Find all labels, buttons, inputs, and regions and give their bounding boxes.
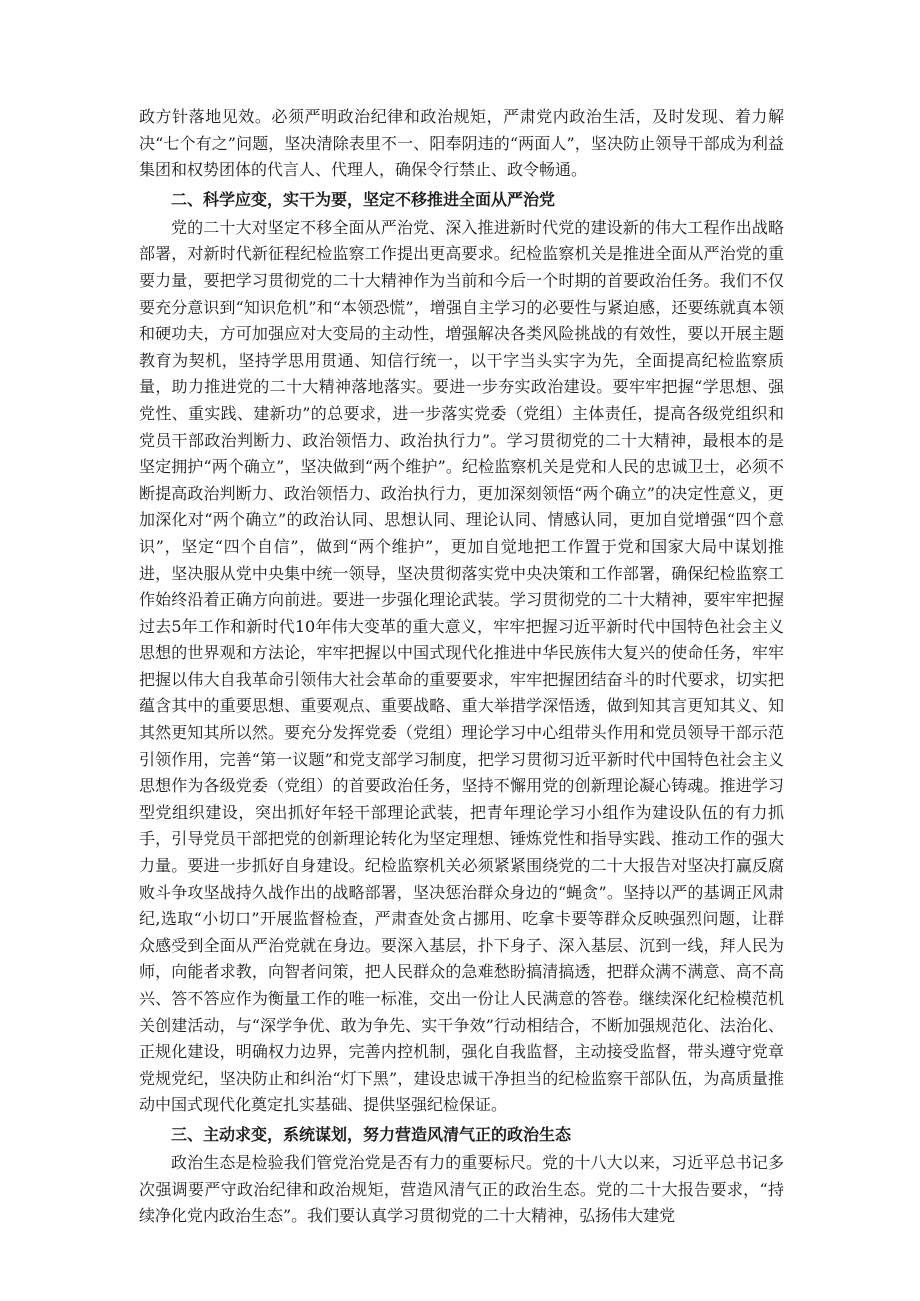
section-heading-3: 三、主动求变，系统谋划，努力营造风清气正的政治生态 xyxy=(171,1124,572,1144)
paragraph-section-2: 党的二十大对坚定不移全面从严治党、深入推进新时代党的建设新的伟大工程作出战略部署，对新时代新征程纪检监察工作提出更高要求。纪检监察机关是推进全面从严治党的重要力量，要把学习贯彻党的二十大精神作为当前和今后一个时期的首要政治任务。我们不仅要充分意识到“知识危机”和“本领恐慌”，增强自主学习的必要性与紧迫感，还要练就真本领和硬功夫，方可加强应对大变局的主动性，増强解决各类风险挑战的有效性，要以开展主题教育为契机，坚持学思用贯通、知信行统一，以干字当头实字为先，全面提高纪检监察质量，助力推进党的二十大精神落地落实。要进一步夯实政治建设。要牢牢把握“学思想、强党性、重实践、建新功”的总要求，进一步落实党委（党组）主体责任，提高各级党组织和党员干部政治判断力、政治领悟力、政治执行力”。学习贯彻党的二十大精神，最根本的是坚定拥护“两个确立”，坚决做到“两个维护”。纪检监察机关是党和人民的忠诚卫士，必须不断提高政治判断力、政治领悟力、政治执行力，更加深刻领悟“两个确立”的决定性意义，更加深化对“两个确立”的政治认同、思想认同、理论认同、情感认同，更加自觉增强“四个意识”，坚定“四个自信”，做到“两个维护”，更加自觉地把工作置于党和国家大局中谋划推进，坚决服从党中央集中统一领导，坚决贯彻落实党中央决策和工作部署，确保纪检监察工作始终沿着正确方向前进。要进一步强化理论武装。学习贯彻党的二十大精神，要牢牢把握过去5年工作和新时代10年伟大变革的重大意义，牢牢把握习近平新时代中国特色社会主义思想的世界观和方法论，牢牢把握以中国式现代化推进中华民族伟大复兴的使命任务，牢牢把握以伟大自我革命引领伟大社会革命的重要要求，牢牢把握团结奋斗的时代要求，切实把蕴含其中的重要思想、重要观点、重要战略、重大举措学深悟透，做到知其言更知其义、知其然更知其所以然。要充分发挥党委（党组）理论学习中心组带头作用和党员领导干部示范引领作用，完善“第一议题”和党支部学习制度，把学习贯彻习近平新时代中国特色社会主义思想作为各级党委（党组）的首要政治任务，坚持不懈用党的创新理论凝心铸魂。推进学习型党组织建设，突出抓好年轻干部理论武装，把青年理论学习小组作为建设队伍的有力抓手，引导党员干部把党的创新理论转化为坚定理想、锤炼党性和指导实践、推动工作的强大力量。要进一步抓好自身建设。纪检监察机关必须紧紧围绕党的二十大报告对坚决打赢反腐败斗争攻坚战持久战作出的战略部署，坚决惩治群众身边的“蝇贪”。坚持以严的基调正风肃纪,选取“小切口”开展监督检查，严肃查处贪占挪用、吃拿卡要等群众反映强烈问题，让群众感受到全面从严治党就在身边。要深入基层，扑下身子、深入基层、沉到一线，拜人民为师，向能者求教，向智者问策，把人民群众的急难愁盼搞清搞透，把群众满不满意、高不高兴、答不答应作为衡量工作的唯一标准，交出一份让人民满意的答卷。继续深化纪检模范机关创建活动，与“深学争优、敢为争先、实干争效”行动相结合，不断加强规范化、法治化、正规化建设，明确权力边界，完善内控机制，强化自我监督，主动接受监督，带头遵守党章党规党纪，坚决防止和纠治“灯下黑”，建设忠诚干净担当的纪检监察干部队伍，为高质量推动中国式现代化奠定扎实基础、提供坚强纪检保证。 xyxy=(139,217,784,1115)
paragraph-continued: 政方针落地见效。必须严明政治纪律和政治规矩，严肃党内政治生活，及时发现、着力解决“七个有之”问题，坚决清除表里不一、阳奉阴违的“两面人”，坚决防止领导干部成为利益集团和权势团体的代言人、代理人，确保令行禁止、政令畅通。 xyxy=(139,107,784,180)
section-heading-2: 二、科学应变，实干为要，坚定不移推进全面从严治党 xyxy=(171,189,556,209)
document-body xyxy=(139,104,784,1230)
paragraph-section-3: 政治生态是检验我们管党治党是否有力的重要标尺。党的十八大以来，习近平总书记多次强调要严守政治纪律和政治规矩，营造风清气正的政治生态。党的二十大报告要求，“持续净化党内政治生态”。我们要认真学习贯彻党的二十大精神，弘扬伟大建党 xyxy=(139,1152,784,1226)
